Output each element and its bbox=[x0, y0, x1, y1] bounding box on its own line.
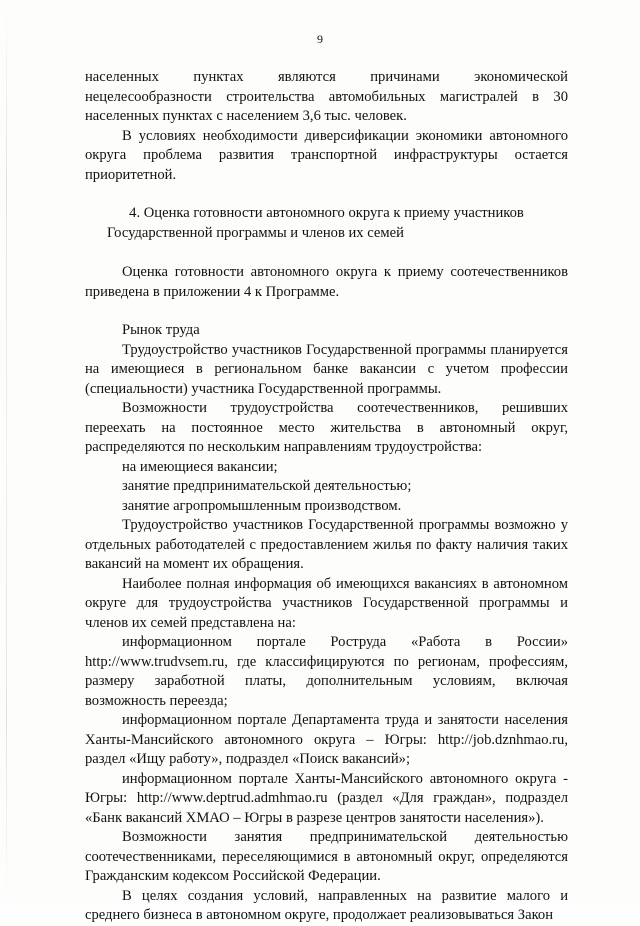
paragraph-2: В условиях необходимости диверсификации экономики автономного округа проблема развития транспортной инфраструктуры остается приоритетной. bbox=[85, 127, 568, 183]
page-number: 9 bbox=[317, 32, 323, 46]
paragraph-7: Наиболее полная информация об имеющихся вакансиях в автономном округе для трудоустройства участников Государственной программы и членов их семей представлена на: bbox=[85, 575, 568, 631]
scan-edge-shadow bbox=[6, 0, 7, 905]
paragraph-12: В целях создания условий, направленных на развитие малого и среднего бизнеса в автономном округе, продолжает реализовываться Закон bbox=[85, 887, 568, 923]
paragraph-1: населенных пунктах являются причинами экономической нецелесообразности строительства автомобильных магистралей в 30 населенных пунктах с населением 3,6 тыс. человек. bbox=[85, 69, 568, 124]
paragraph-8: информационном портале Роструда «Работа в России» http://www.trudvsem.ru, где классифицируются по регионам, профессиям, размеру заработной платы, дополнительным условиям, включая возможность переезда; bbox=[85, 634, 568, 709]
list-item: занятие предпринимательской деятельностью; bbox=[122, 478, 412, 494]
paragraph-10: информационном портале Ханты-Мансийского автономного округа - Югры: http://www.deptrud.admhmao.ru (раздел «Для граждан», подраздел «Банк вакансий ХМАО – Югры в разрезе центров занятости населения»). bbox=[85, 770, 568, 826]
list-item: на имеющиеся вакансии; bbox=[122, 458, 278, 475]
paragraph-11: Возможности занятия предпринимательской деятельностью соотечественниками, переселяющимися в автономный округ, определяются Гражданским кодексом Российской Федерации. bbox=[85, 829, 568, 884]
spacer bbox=[85, 302, 568, 321]
document-body bbox=[85, 68, 568, 926]
subheading-labor-market: Рынок труда bbox=[122, 322, 200, 338]
paragraph-6: Трудоустройство участников Государственной программы возможно у отдельных работодателей с предоставлением жилья по факту наличия таких вакансий на момент их обращения. bbox=[85, 517, 568, 572]
list-item: занятие агропромышленным производством. bbox=[122, 497, 402, 514]
paragraph-4: Трудоустройство участников Государственной программы планируется на имеющиеся в региональном банке вакансии с учетом профессии (специальности) участника Государственной программы. bbox=[85, 341, 568, 397]
paragraph-5: Возможности трудоустройства соотечественников, решивших переехать на постоянное место жительства в автономный округ, распределяются по нескольким направлениям трудоустройства: bbox=[85, 400, 568, 455]
section-heading: 4. Оценка готовности автономного округа к приему участников Государственной программы и членов их семей bbox=[107, 205, 524, 241]
paragraph-9: информационном портале Департамента труда и занятости населения Ханты-Мансийского автономного округа – Югры: http://job.dznhmao.ru, раздел «Ищу работу», подраздел «Поиск вакансий»; bbox=[85, 712, 568, 767]
paragraph-3: Оценка готовности автономного округа к приему соотечественников приведена в приложении 4 к Программе. bbox=[85, 264, 568, 300]
